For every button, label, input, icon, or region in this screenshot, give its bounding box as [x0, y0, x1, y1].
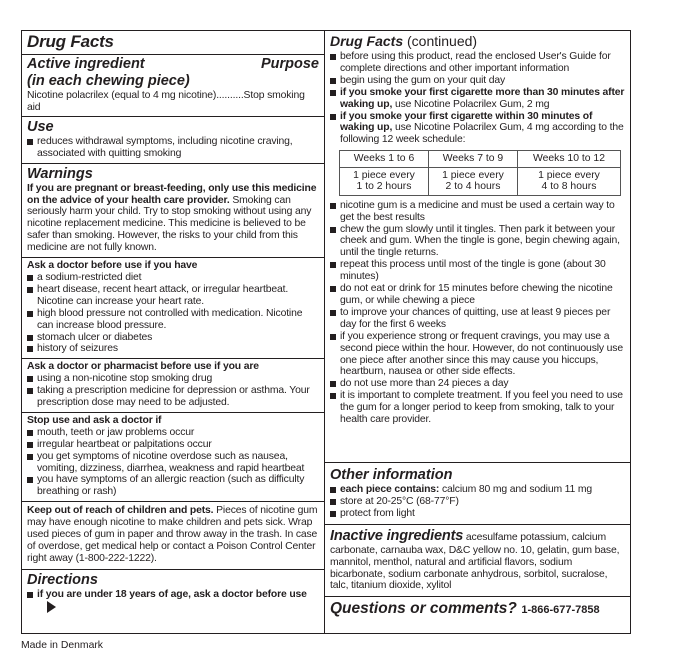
schedule-cell: 1 piece every 1 to 2 hours [340, 167, 429, 195]
list-item: you get symptoms of nicotine overdose such as nausea, vomiting, dizziness, diarrhea, weakness and rapid heartbeat [27, 451, 319, 475]
purpose-heading: Purpose [260, 56, 319, 72]
use-heading: Use [27, 118, 54, 135]
active-ingredient-subheading: (in each chewing piece) [27, 73, 190, 89]
list-item: using a non-nicotine stop smoking drug [27, 373, 319, 385]
drug-facts-right-panel [325, 30, 631, 634]
arrow-right-icon [47, 601, 56, 613]
use-section [22, 117, 324, 164]
list-item: before using this product, read the enclosed User's Guide for complete directions and other important information [330, 51, 625, 75]
list-item: irregular heartbeat or palpitations occur [27, 439, 319, 451]
table-row [340, 151, 621, 168]
list-item: repeat this process until most of the tingle is gone (about 30 minutes) [330, 259, 625, 283]
list-item: protect from light [330, 508, 625, 520]
list-item: heart disease, recent heart attack, or irregular heartbeat. Nicotine can increase your heart rate. [27, 284, 319, 308]
inactive-ingredients-text: Inactive ingredients acesulfame potassium, calcium carbonate, carnauba wax, D&C yellow no. 10, gelatin, gum base, mannitol, menthol, natural and artificial flavors, sodium bicarbonate, sodium carbonate anhydrous, sorbitol, sucralose, talc, titanium dioxide, xylitol [330, 527, 620, 592]
list-item: chew the gum slowly until it tingles. Then park it between your cheek and gum. When the tingle is gone, begin chewing again, until the tingle returns. [330, 224, 625, 260]
list-item: if you smoke your first cigarette more than 30 minutes after waking up, use Nicotine Polacrilex Gum, 2 mg [330, 87, 625, 111]
pregnancy-warning: If you are pregnant or breast-feeding, only use this medicine on the advice of your health care provider. Smoking can seriously harm your child. Try to stop smoking without using any nicotine replacement medicine. This medicine is believed to be safer than smoking. However, the risks to your child from this medicine are not fully known. [27, 182, 317, 254]
directions-item: if you are under 18 years of age, ask a doctor before use [27, 589, 319, 614]
list-item: do not use more than 24 pieces a day [330, 378, 625, 390]
active-ingredient-section [22, 55, 324, 117]
keep-out-of-reach-section [22, 502, 324, 570]
warnings-section [22, 164, 324, 258]
list-item: a sodium-restricted diet [27, 272, 319, 284]
other-information-section [325, 463, 630, 525]
ask-doctor-section [22, 258, 324, 359]
list-item: you have symptoms of an allergic reaction (such as difficulty breathing or rash) [27, 474, 319, 498]
drug-facts-left-panel [21, 30, 325, 634]
list-item: store at 20-25°C (68-77°F) [330, 496, 625, 508]
directions-section [22, 570, 324, 614]
schedule-cell: 1 piece every 2 to 4 hours [428, 167, 517, 195]
list-item: mouth, teeth or jaw problems occur [27, 427, 319, 439]
ask-pharmacist-section [22, 359, 324, 413]
list-item: each piece contains: calcium 80 mg and sodium 11 mg [330, 484, 625, 496]
keep-out-of-reach-text: Keep out of reach of children and pets. Pieces of nicotine gum may have enough nicotine to make children and pets sick. Wrap used pieces of gum in paper and throw away in the trash. In case of overdose, get medical help or contact a Poison Control Center right away (1-800-222-1222). [27, 505, 318, 564]
questions-phone: 1-866-677-7858 [521, 604, 600, 617]
made-in-label: Made in Denmark [21, 640, 104, 651]
ask-pharmacist-heading: Ask a doctor or pharmacist before use if you are [27, 361, 259, 373]
list-item: taking a prescription medicine for depression or asthma. Your prescription dose may need to be adjusted. [27, 385, 319, 409]
active-ingredient-heading: Active ingredient [27, 56, 145, 72]
drug-facts-title: Drug Facts [27, 32, 114, 51]
stop-use-heading: Stop use and ask a doctor if [27, 414, 162, 426]
schedule-header: Weeks 7 to 9 [428, 151, 517, 168]
schedule-header: Weeks 1 to 6 [340, 151, 429, 168]
list-item: nicotine gum is a medicine and must be used a certain way to get the best results [330, 200, 625, 224]
questions-section [325, 597, 630, 618]
drug-facts-continued-title: Drug Facts (continued) [330, 33, 478, 49]
list-item: do not eat or drink for 15 minutes before chewing the nicotine gum, or while chewing a piece [330, 283, 625, 307]
list-item: history of seizures [27, 343, 319, 355]
other-information-heading: Other information [330, 467, 453, 483]
questions-heading: Questions or comments? [330, 600, 517, 618]
directions-heading: Directions [27, 571, 98, 588]
active-ingredient-line: Nicotine polacrilex (equal to 4 mg nicotine)..........Stop smoking aid [27, 90, 305, 113]
list-item: if you smoke your first cigarette within 30 minutes of waking up, use Nicotine Polacrilex Gum, 4 mg according to the following 12 week schedule: [330, 111, 625, 147]
list-item: begin using the gum on your quit day [330, 75, 625, 87]
schedule-header: Weeks 10 to 12 [517, 151, 620, 168]
dosing-schedule-table [339, 150, 621, 196]
list-item: to improve your chances of quitting, use at least 9 pieces per day for the first 6 weeks [330, 307, 625, 331]
list-item: stomach ulcer or diabetes [27, 332, 319, 344]
list-item: it is important to complete treatment. If you feel you need to use the gum for a longer period to keep from smoking, talk to your health care provider. [330, 390, 625, 426]
inactive-ingredients-section [325, 525, 630, 598]
stop-use-section [22, 413, 324, 502]
schedule-cell: 1 piece every 4 to 8 hours [517, 167, 620, 195]
list-item: if you experience strong or frequent cravings, you may use a second piece within the hour. However, do not continuously use one piece after another since this may cause you hiccups, heartburn, nausea or other side effects. [330, 331, 625, 379]
list-item: high blood pressure not controlled with medication. Nicotine can increase blood pressure. [27, 308, 319, 332]
ask-doctor-heading: Ask a doctor before use if you have [27, 260, 198, 272]
warnings-heading: Warnings [27, 165, 93, 182]
title-section [22, 31, 324, 55]
directions-continued-section [325, 31, 630, 463]
use-item: reduces withdrawal symptoms, including nicotine craving, associated with quitting smoking [27, 136, 319, 160]
table-row [340, 167, 621, 195]
